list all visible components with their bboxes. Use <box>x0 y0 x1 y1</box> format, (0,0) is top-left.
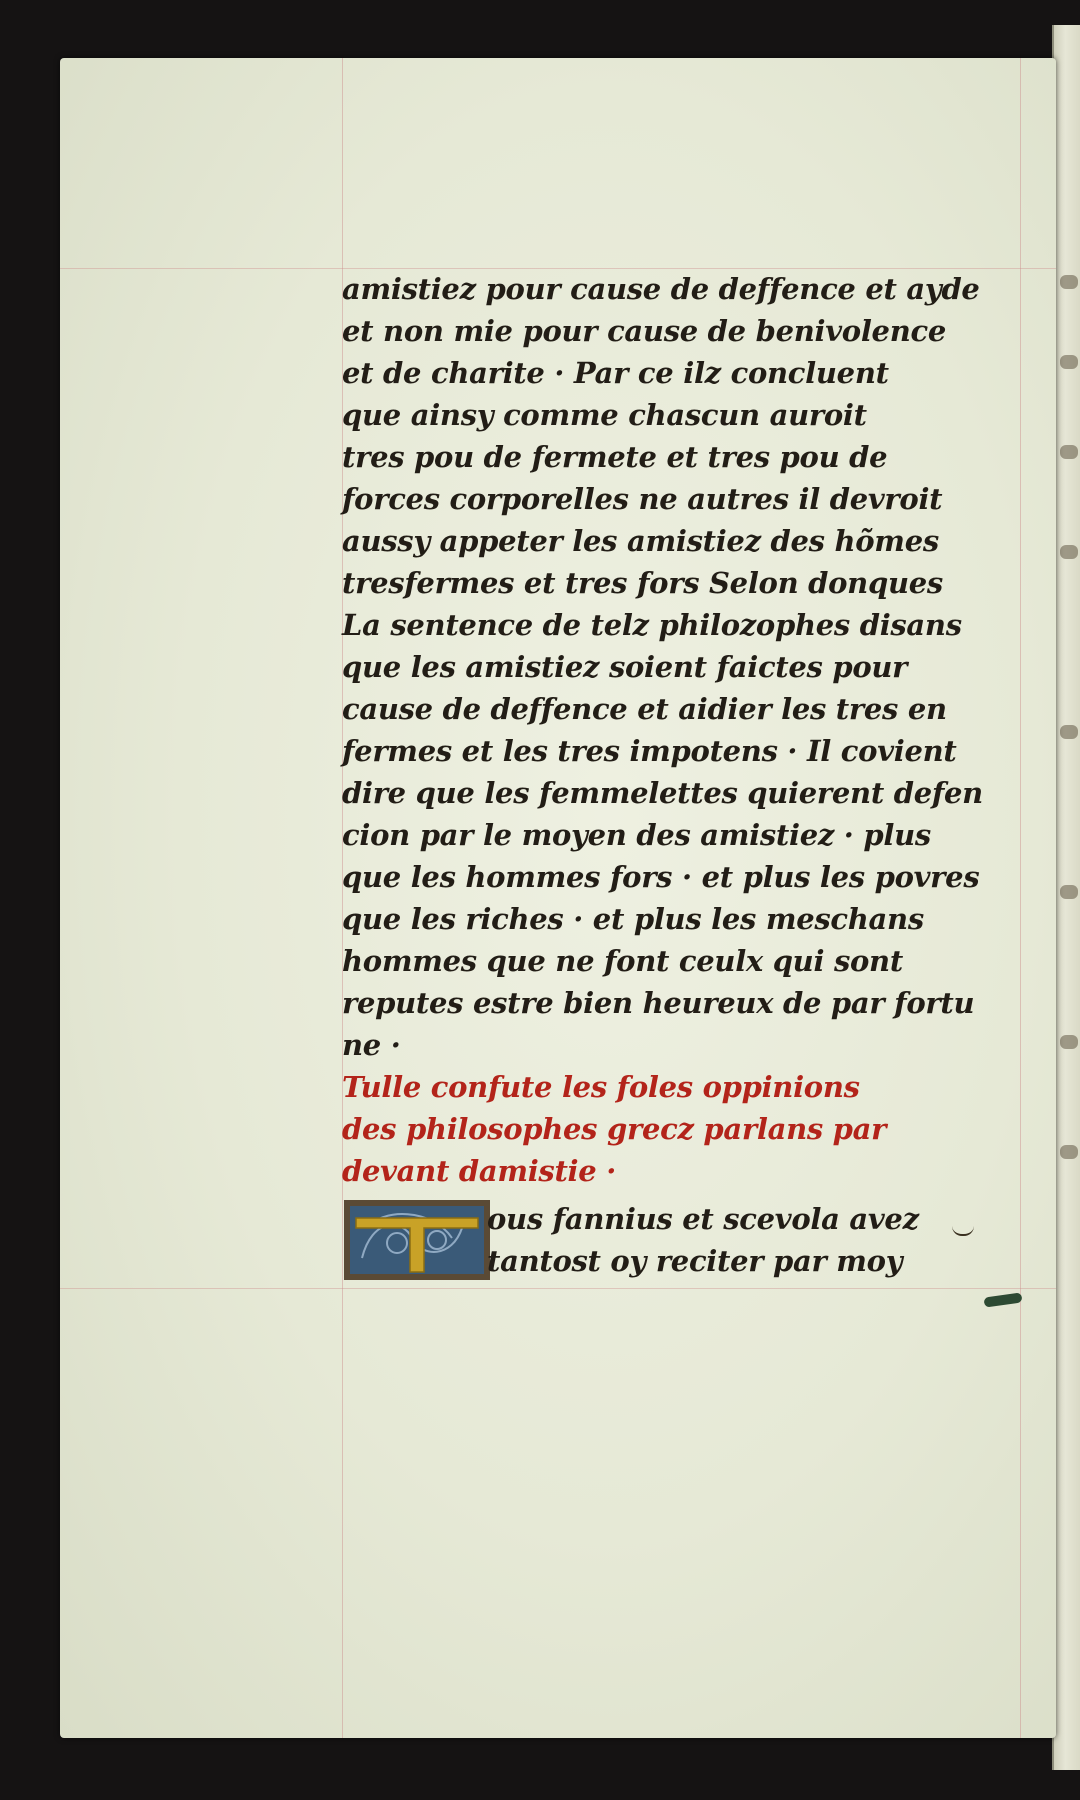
initial-paragraph <box>342 1198 1022 1282</box>
text-line: cion par le moyen des amistiez · plus <box>342 818 931 852</box>
text-line: tantost oy reciter par moy <box>487 1244 903 1278</box>
rubric-line: des philosophes grecz parlans par <box>342 1112 887 1146</box>
text-line: que les riches · et plus les meschans <box>342 902 924 936</box>
text-line: que les hommes fors · et plus les povres <box>342 860 980 894</box>
text-line: que ainsy comme chascun auroit <box>342 398 867 432</box>
rubric-line: Tulle confute les foles oppinions <box>342 1070 860 1104</box>
rubric-line: devant damistie · <box>342 1154 616 1188</box>
text-line: ous fannius et scevola avez <box>487 1202 919 1236</box>
text-line: et non mie pour cause de benivolence <box>342 314 946 348</box>
text-line: que les amistiez soient faictes pour <box>342 650 908 684</box>
text-line: tres pou de fermete et tres pou de <box>342 440 888 474</box>
text-line: forces corporelles ne autres il devroit <box>342 482 943 516</box>
manuscript-page <box>60 58 1056 1738</box>
text-line: aussy appeter les amistiez des hõmes <box>342 524 939 558</box>
text-line: cause de deffence et aidier les tres en <box>342 692 947 726</box>
text-line: hommes que ne font ceulx qui sont <box>342 944 903 978</box>
text-line: La sentence de telz philozophes disans <box>342 608 962 642</box>
text-line: ne · <box>342 1028 401 1062</box>
margin-ink-mark <box>983 1292 1022 1307</box>
text-line: amistiez pour cause de deffence et ayde <box>342 272 980 306</box>
text-line: dire que les femmelettes quierent defen <box>342 776 983 810</box>
next-leaf-edge <box>1052 25 1080 1770</box>
text-line: fermes et les tres impotens · Il covient <box>342 734 957 768</box>
text-column <box>342 268 1022 1282</box>
text-line: tresfermes et tres fors Selon donques <box>342 566 943 600</box>
text-line: reputes estre bien heureux de par fortu <box>342 986 975 1020</box>
text-line: et de charite · Par ce ilz concluent <box>342 356 889 390</box>
decorated-initial <box>342 1198 492 1282</box>
